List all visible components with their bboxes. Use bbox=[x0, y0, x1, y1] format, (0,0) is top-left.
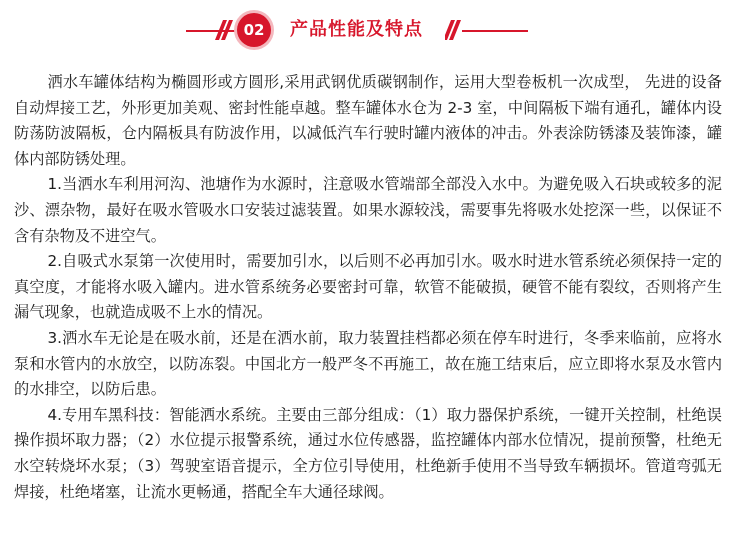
feature-paragraph-2: 2.自吸式水泵第一次使用时，需要加引水，以后则不必再加引水。吸水时进水管系统必须保持一定的真空度，才能将水吸入罐内。进水管系统务必要密封可靠，软管不能破损，硬管不能有裂纹，否则将产生漏气现象，也就造成吸不上水的情况。 bbox=[14, 252, 722, 322]
section-title: 产品性能及特点 bbox=[290, 19, 423, 40]
header-divider-right bbox=[462, 30, 528, 32]
intro-paragraph: 洒水车罐体结构为椭圆形或方圆形,采用武钢优质碳钢制作，运用大型卷板机一次成型， 先进的设备自动焊接工艺，外形更加美观、密封性能卓越。整车罐体水仓为 2-3 室，中间隔板下端有通孔，罐体内设防荡防波隔板，仓内隔板具有防波作用，以减低汽车行驶时罐内液体的冲击。外表涂防锈漆及装饰漆，罐体内部防锈处理。 bbox=[14, 73, 722, 168]
header-slash-decoration-left bbox=[207, 16, 235, 44]
section-number-badge: 02 bbox=[237, 13, 271, 47]
feature-paragraph-3: 3.洒水车无论是在吸水前，还是在洒水前，取力装置挂档都必须在停车时进行，冬季来临前，应将水泵和水管内的水放空，以防冻裂。中国北方一般严冬不再施工，故在施工结束后，应立即将水泵及水管内的水排空，以防后患。 bbox=[14, 328, 722, 399]
article-body bbox=[14, 70, 722, 505]
feature-paragraph-1: 1.当洒水车利用河沟、池塘作为水源时，注意吸水管端部全部没入水中。为避免吸入石块或较多的泥沙、漂杂物，最好在吸水管吸水口安装过滤装置。如果水源较浅，需要事先将吸水处挖深一些，以保证不含有杂物及不进空气。 bbox=[14, 175, 722, 245]
feature-paragraph-4: 4.专用车黑科技：智能洒水系统。主要由三部分组成：（1）取力器保护系统，一键开关控制，杜绝误操作损坏取力器；（2）水位提示报警系统，通过水位传感器，监控罐体内部水位情况，提前预警，杜绝无水空转烧坏水泵；（3）驾驶室语音提示，全方位引导使用，杜绝新手使用不当导致车辆损坏。管道弯弧无焊接，杜绝堵塞，让流水更畅通，搭配全车大通径球阀。 bbox=[14, 405, 722, 501]
section-header bbox=[0, 0, 738, 56]
